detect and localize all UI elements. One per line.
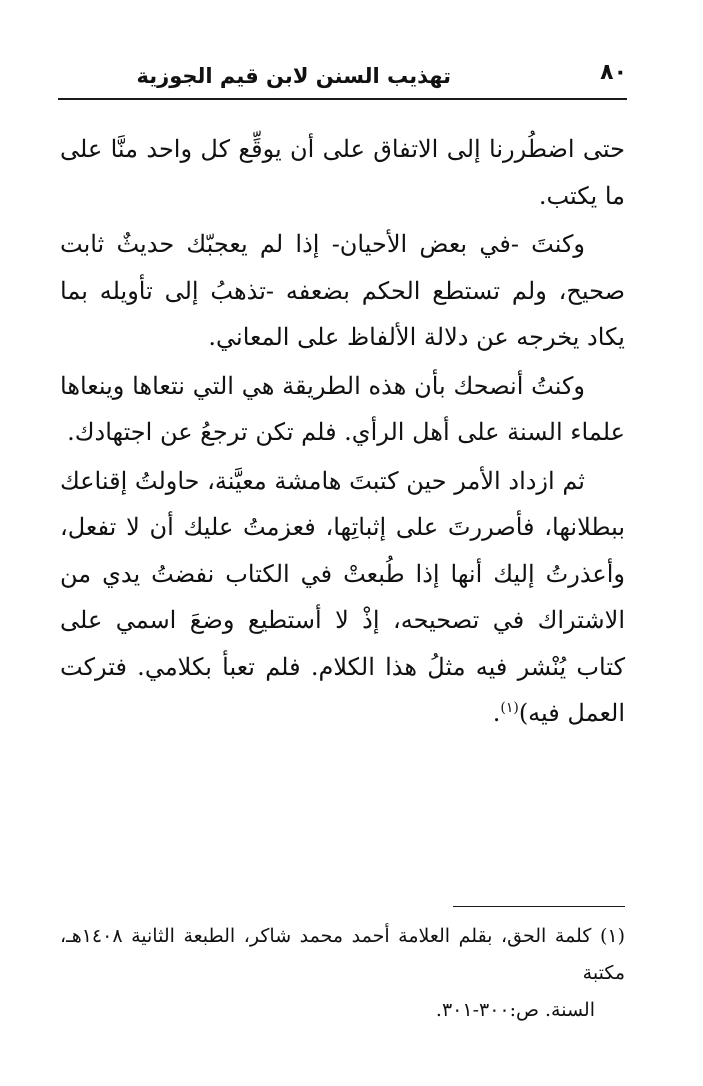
paragraph-1: حتى اضطُررنا إلى الاتفاق على أن يوقِّع كل واحد منَّا على ما يكتب. bbox=[60, 135, 625, 210]
page-number: ٨٠ bbox=[600, 60, 627, 85]
paragraph-2: وكنتَ -في بعض الأحيان- إذا لم يعجبّك حديثٌ ثابت صحيح، ولم تستطع الحكم بضعفه -تذهبُ إلى تأويله بما يكاد يخرجه عن دلالة الألفاظ على المعاني. bbox=[60, 230, 625, 351]
paragraph-4-period: . bbox=[492, 699, 501, 727]
paragraph-4-text: ثم ازداد الأمر حين كتبتَ هامشة معيَّنة، حاولتُ إقناعك ببطلانها، فأصررتَ على إثباتِها، فعزمتُ عليك أن لا تفعل، وأعذرتُ إليك أنها إذا طُبعتْ في الكتاب نفضتُ يدي من الاشتراك في تصحيحه، إذْ لا أستطيع وضعَ اسمي على كتاب يُنْشر فيه مثلُ هذا الكلام. فلم تعبأ بكلامي. فتركت العمل فيه) bbox=[60, 466, 625, 727]
paragraph-4 bbox=[60, 458, 625, 737]
footnote bbox=[60, 918, 625, 1029]
main-text bbox=[60, 126, 625, 739]
footnote-separator bbox=[453, 906, 625, 907]
footnote-line-1: (١) كلمة الحق، بقلم العلامة أحمد محمد شاكر، الطبعة الثانية ١٤٠٨هـ، مكتبة bbox=[60, 925, 625, 984]
paragraph-3: وكنتُ أنصحك بأن هذه الطريقة هي التي نتعاها وينعاها علماء السنة على أهل الرأي. فلم تكن ترجعُ عن اجتهادك. bbox=[60, 371, 625, 446]
running-header bbox=[58, 58, 627, 100]
running-title: تهذيب السنن لابن قيم الجوزية bbox=[136, 64, 451, 88]
footnote-line-2: السنة. ص:٣٠٠-٣٠١. bbox=[435, 999, 595, 1021]
footnote-reference[interactable]: (١) bbox=[500, 700, 519, 716]
